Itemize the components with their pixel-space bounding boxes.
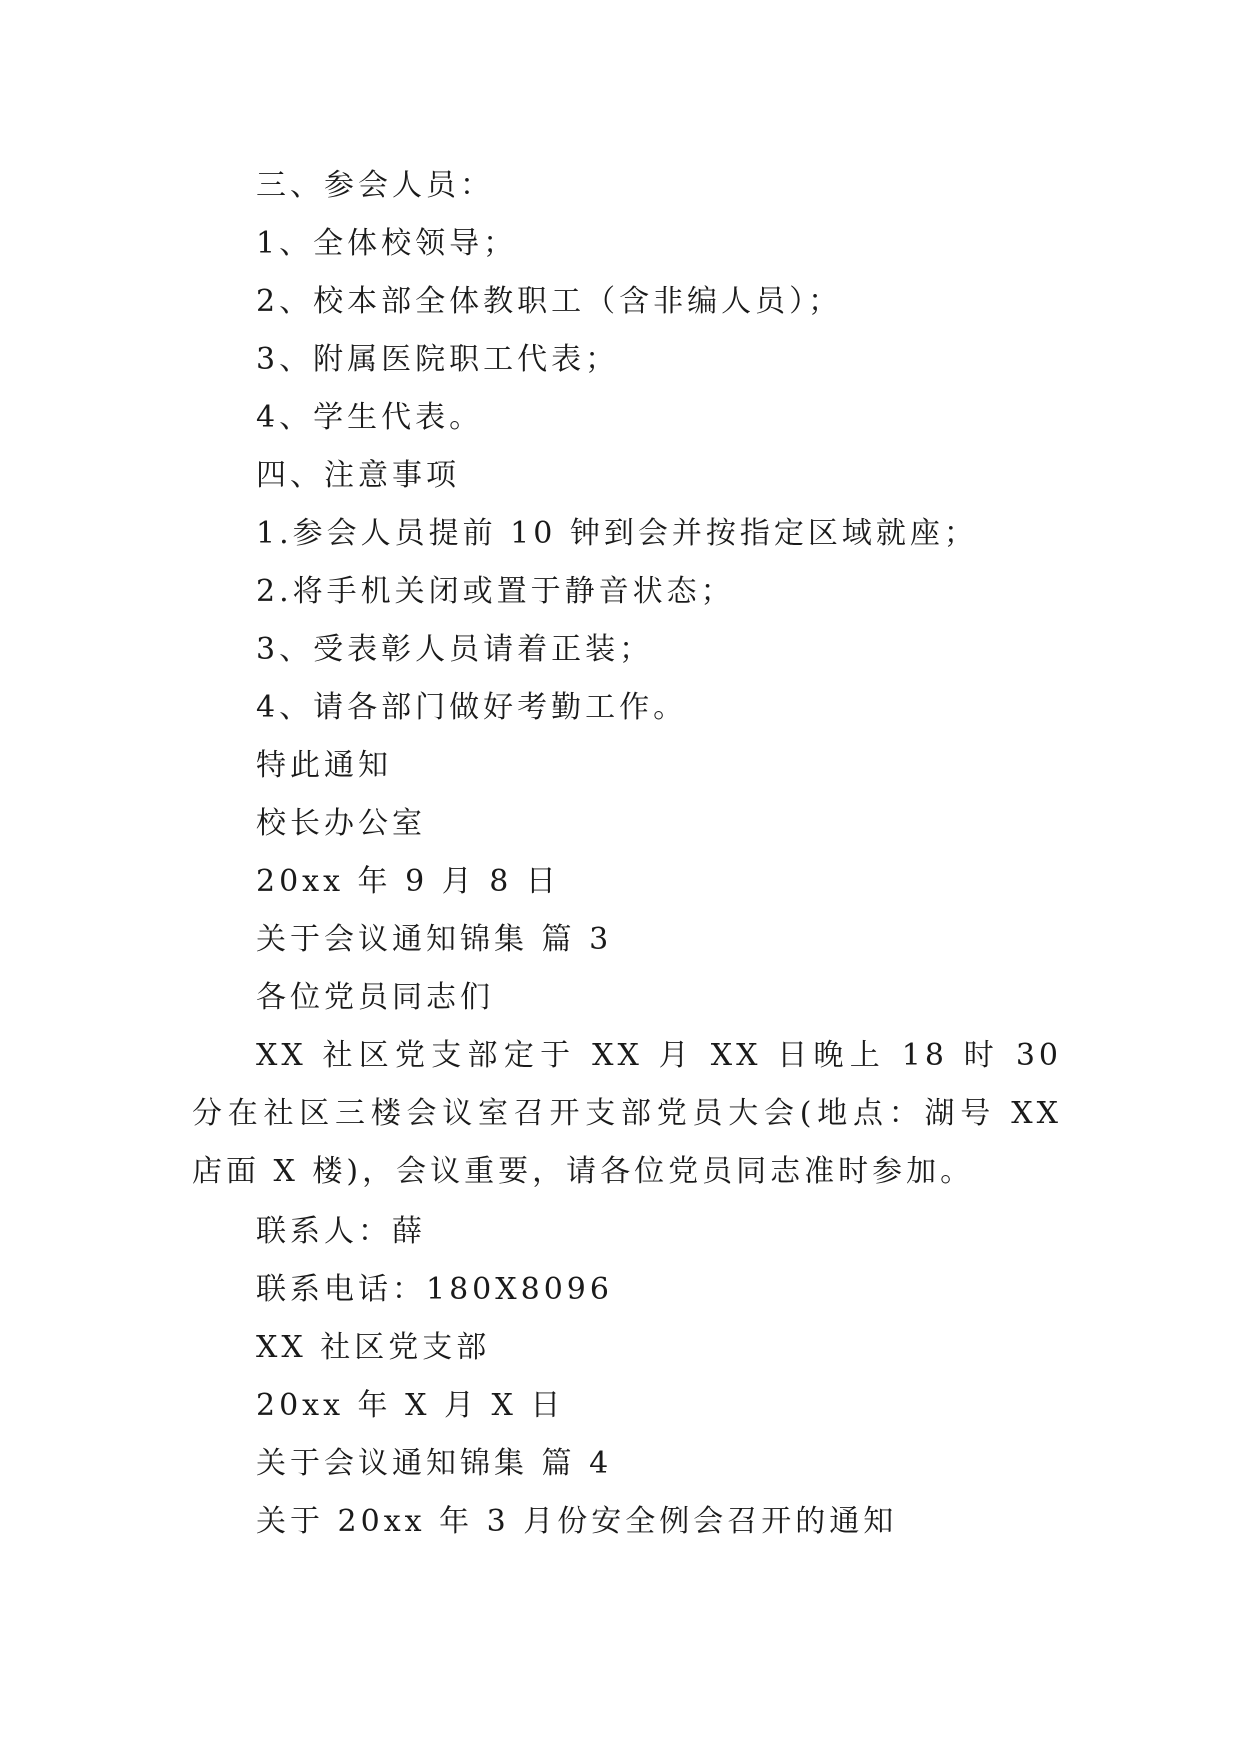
list-item: 3、附属医院职工代表； bbox=[256, 342, 620, 377]
list-item: 3、受表彰人员请着正装； bbox=[256, 632, 654, 667]
list-item: 2、校本部全体教职工（含非编人员）； bbox=[256, 284, 843, 319]
contact-phone: 联系电话：180X8096 bbox=[256, 1272, 613, 1307]
list-item: 2.将手机关闭或置于静音状态； bbox=[256, 574, 735, 609]
signature-date: 20xx 年 9 月 8 日 bbox=[256, 864, 560, 899]
list-item: 4、请各部门做好考勤工作。 bbox=[256, 690, 688, 725]
contact-person: 联系人：薛 bbox=[256, 1214, 426, 1249]
signature-office: 校长办公室 bbox=[256, 806, 426, 841]
signature-date: 20xx 年 X 月 X 日 bbox=[256, 1388, 565, 1423]
list-item: 4、学生代表。 bbox=[256, 400, 484, 435]
list-item: 1、全体校领导； bbox=[256, 226, 518, 261]
signature-organization: XX 社区党支部 bbox=[256, 1330, 491, 1365]
closing-text: 特此通知 bbox=[256, 748, 392, 783]
section-heading-attendees: 三、参会人员： bbox=[256, 168, 494, 203]
section-heading-notes: 四、注意事项 bbox=[256, 458, 460, 493]
body-paragraph: XX 社区党支部定于 XX 月 XX 日晚上 18 时 30 分在社区三楼会议室召开支部党员大会(地点：湖号 XX 店面 X 楼)，会议重要，请各位党员同志准时参加。 bbox=[192, 1038, 1062, 1189]
list-item: 1.参会人员提前 10 钟到会并按指定区域就座； bbox=[256, 516, 978, 551]
salutation: 各位党员同志们 bbox=[256, 980, 494, 1015]
article-heading: 关于会议通知锦集 篇 3 bbox=[256, 922, 613, 957]
article-heading: 关于会议通知锦集 篇 4 bbox=[256, 1446, 613, 1481]
notice-title: 关于 20xx 年 3 月份安全例会召开的通知 bbox=[256, 1504, 898, 1539]
